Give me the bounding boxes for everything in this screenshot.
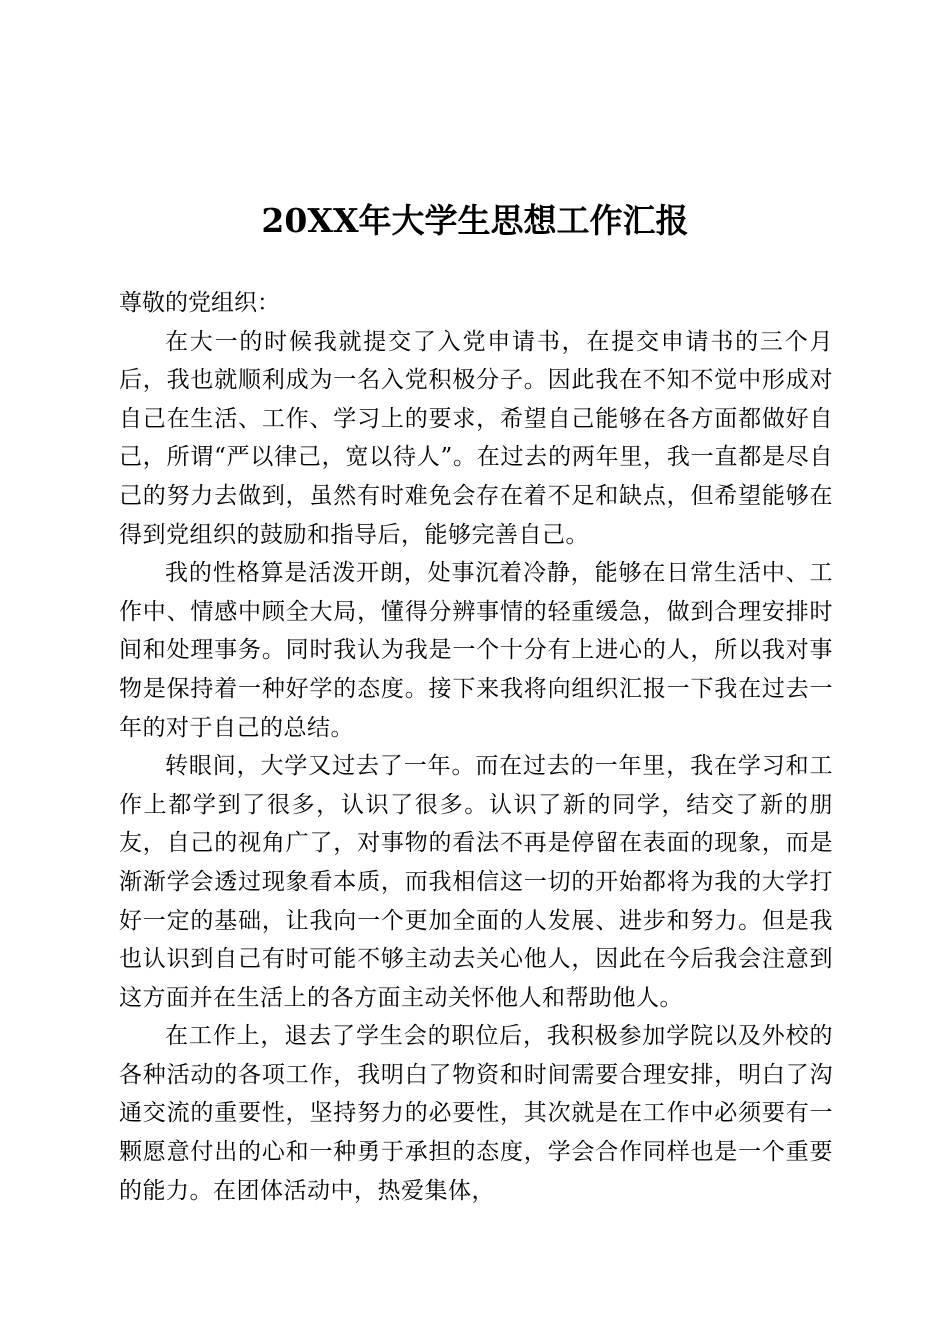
salutation: 尊敬的党组织：	[119, 290, 280, 316]
paragraph-1: 在大一的时候我就提交了入党申请书，在提交申请书的三个月后，我也就顺利成为一名入党积极分子。因此我在不知不觉中形成对自己在生活、工作、学习上的要求，希望自己能够在各方面都做好自己，所谓“严以律己，宽以待人”。在过去的两年里，我一直都是尽自己的努力去做到，虽然有时难免会存在着不足和缺点，但希望能够在得到党组织的鼓励和指导后，能够完善自己。	[119, 328, 833, 548]
paragraph-4: 在工作上，退去了学生会的职位后，我积极参加学院以及外校的各种活动的各项工作，我明白了物资和时间需要合理安排，明白了沟通交流的重要性，坚持努力的必要性，其次就是在工作中必须要有一颗愿意付出的心和一种勇于承担的态度，学会合作同样也是一个重要的能力。在团体活动中，热爱集体，	[119, 1023, 833, 1204]
document-body	[119, 284, 833, 1210]
document-title: 20XX年大学生思想工作汇报	[261, 201, 689, 240]
paragraph-2: 我的性格算是活泼开朗，处事沉着冷静，能够在日常生活中、工作中、情感中顾全大局，懂得分辨事情的轻重缓急，做到合理安排时间和处理事务。同时我认为我是一个十分有上进心的人，所以我对事物是保持着一种好学的态度。接下来我将向组织汇报一下我在过去一年的对于自己的总结。	[119, 560, 833, 741]
paragraph-3: 转眼间，大学又过去了一年。而在过去的一年里，我在学习和工作上都学到了很多，认识了很多。认识了新的同学，结交了新的朋友，自己的视角广了，对事物的看法不再是停留在表面的现象，而是渐渐学会透过现象看本质，而我相信这一切的开始都将为我的大学打好一定的基础，让我向一个更加全面的人发展、进步和努力。但是我也认识到自己有时可能不够主动去关心他人，因此在今后我会注意到这方面并在生活上的各方面主动关怀他人和帮助他人。	[119, 753, 833, 1011]
